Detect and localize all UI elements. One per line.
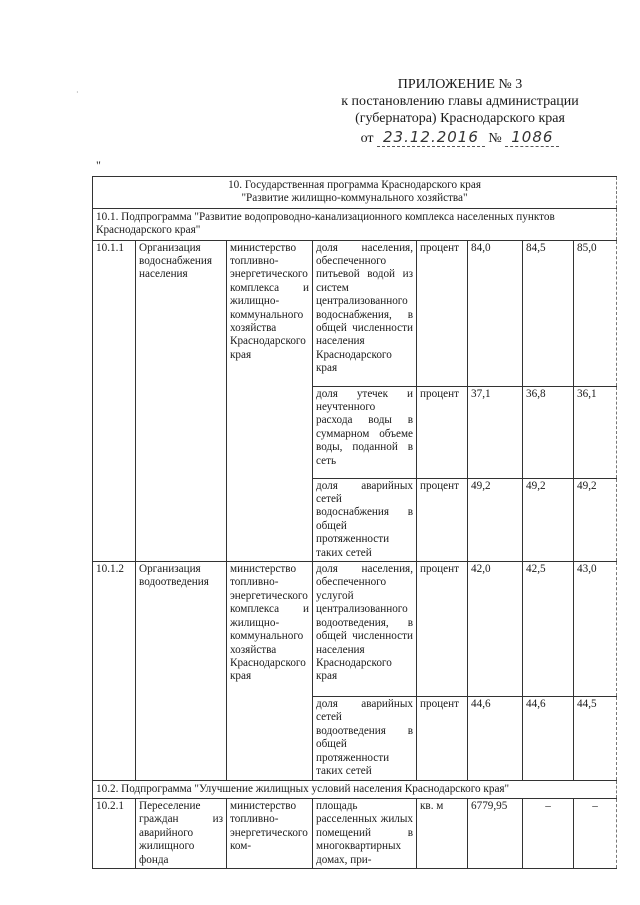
scan-artifact-dot: · bbox=[76, 88, 79, 97]
program-title-1: 10. Государственная программа Краснодарского края bbox=[228, 179, 482, 191]
indicator-name: площадь расселенных жилых помещений в многоквартирных домах, при- bbox=[313, 798, 417, 868]
indicator-value-3: 44,5 bbox=[574, 697, 617, 780]
indicator-value-3: 43,0 bbox=[574, 562, 617, 697]
indicator-value-3: 85,0 bbox=[574, 240, 617, 386]
indicator-unit: кв. м bbox=[417, 798, 468, 868]
indicator-unit: процент bbox=[417, 240, 468, 386]
row-executor: министерство топливно-энергетического комплекса и жилищно-коммунального хозяйства Краснодарского края bbox=[227, 240, 313, 561]
indicator-value-3: 36,1 bbox=[574, 386, 617, 478]
from-label: от bbox=[360, 131, 374, 146]
indicator-unit: процент bbox=[417, 562, 468, 697]
subprogram-2-row bbox=[93, 780, 617, 798]
indicator-unit: процент bbox=[417, 386, 468, 478]
indicator-value-1: 84,0 bbox=[468, 240, 523, 386]
appendix-date-line bbox=[310, 129, 610, 147]
indicator-value-2: 44,6 bbox=[523, 697, 574, 780]
indicator-value-2: 84,5 bbox=[523, 240, 574, 386]
row-executor: министерство топливно-энергетического ком- bbox=[227, 798, 313, 868]
indicator-value-3: – bbox=[574, 798, 617, 868]
indicator-name: доля населения, обеспеченного услугой централизованного водоотведения, в общей численности населения Краснодарского края bbox=[313, 562, 417, 697]
number-label: № bbox=[488, 131, 502, 146]
program-title-2: "Развитие жилищно-коммунального хозяйства" bbox=[241, 192, 468, 205]
row-code: 10.1.1 bbox=[93, 240, 136, 561]
indicator-name: доля населения, обеспеченного питьевой водой из систем централизованного водоснабжения, в общей численности населения Краснодарского края bbox=[313, 240, 417, 386]
indicator-name: доля утечек и неучтенного расхода воды в суммарном объеме воды, поданной в сеть bbox=[313, 386, 417, 478]
row-event: Переселение граждан из аварийного жилищного фонда bbox=[136, 798, 227, 868]
indicator-name: доля аварийных сетей водоотведения в общей протяженности таких сетей bbox=[313, 697, 417, 780]
indicator-value-2: – bbox=[523, 798, 574, 868]
indicator-value-1: 6779,95 bbox=[468, 798, 523, 868]
indicator-value-1: 37,1 bbox=[468, 386, 523, 478]
indicator-unit: процент bbox=[417, 478, 468, 561]
subprogram-2-title: 10.2. Подпрограмма "Улучшение жилищных условий населения Краснодарского края" bbox=[93, 780, 617, 798]
appendix-authority-line: (губернатора) Краснодарского края bbox=[355, 111, 565, 126]
indicator-value-2: 36,8 bbox=[523, 386, 574, 478]
indicator-value-1: 42,0 bbox=[468, 562, 523, 697]
handwritten-number: 1086 bbox=[505, 128, 559, 147]
row-event: Организация водоотведения bbox=[136, 562, 227, 780]
program-table bbox=[92, 176, 616, 869]
indicator-value-3: 49,2 bbox=[574, 478, 617, 561]
row-event: Организация водоснабжения населения bbox=[136, 240, 227, 561]
row-executor: министерство топливно-энергетического комплекса и жилищно-коммунального хозяйства Краснодарского края bbox=[227, 562, 313, 780]
opening-quote: " bbox=[96, 158, 101, 172]
appendix-decree-line: к постановлению главы администрации bbox=[341, 94, 579, 109]
table-row bbox=[93, 798, 617, 868]
row-code: 10.2.1 bbox=[93, 798, 136, 868]
handwritten-date: 23.12.2016 bbox=[377, 128, 485, 147]
indicator-value-1: 44,6 bbox=[468, 697, 523, 780]
row-code: 10.1.2 bbox=[93, 562, 136, 780]
indicator-value-2: 42,5 bbox=[523, 562, 574, 697]
subprogram-1-row bbox=[93, 208, 617, 240]
program-title-row bbox=[93, 177, 617, 209]
table-row bbox=[93, 562, 617, 697]
indicator-value-1: 49,2 bbox=[468, 478, 523, 561]
appendix-title: ПРИЛОЖЕНИЕ № 3 bbox=[397, 77, 523, 92]
indicator-unit: процент bbox=[417, 697, 468, 780]
indicator-name: доля аварийных сетей водоснабжения в общей протяженности таких сетей bbox=[313, 478, 417, 561]
appendix-header bbox=[310, 76, 610, 147]
indicator-value-2: 49,2 bbox=[523, 478, 574, 561]
subprogram-1-title: 10.1. Подпрограмма "Развитие водопроводно-канализационного комплекса населенных пунктов Краснодарского края" bbox=[93, 208, 617, 240]
table-row bbox=[93, 240, 617, 386]
